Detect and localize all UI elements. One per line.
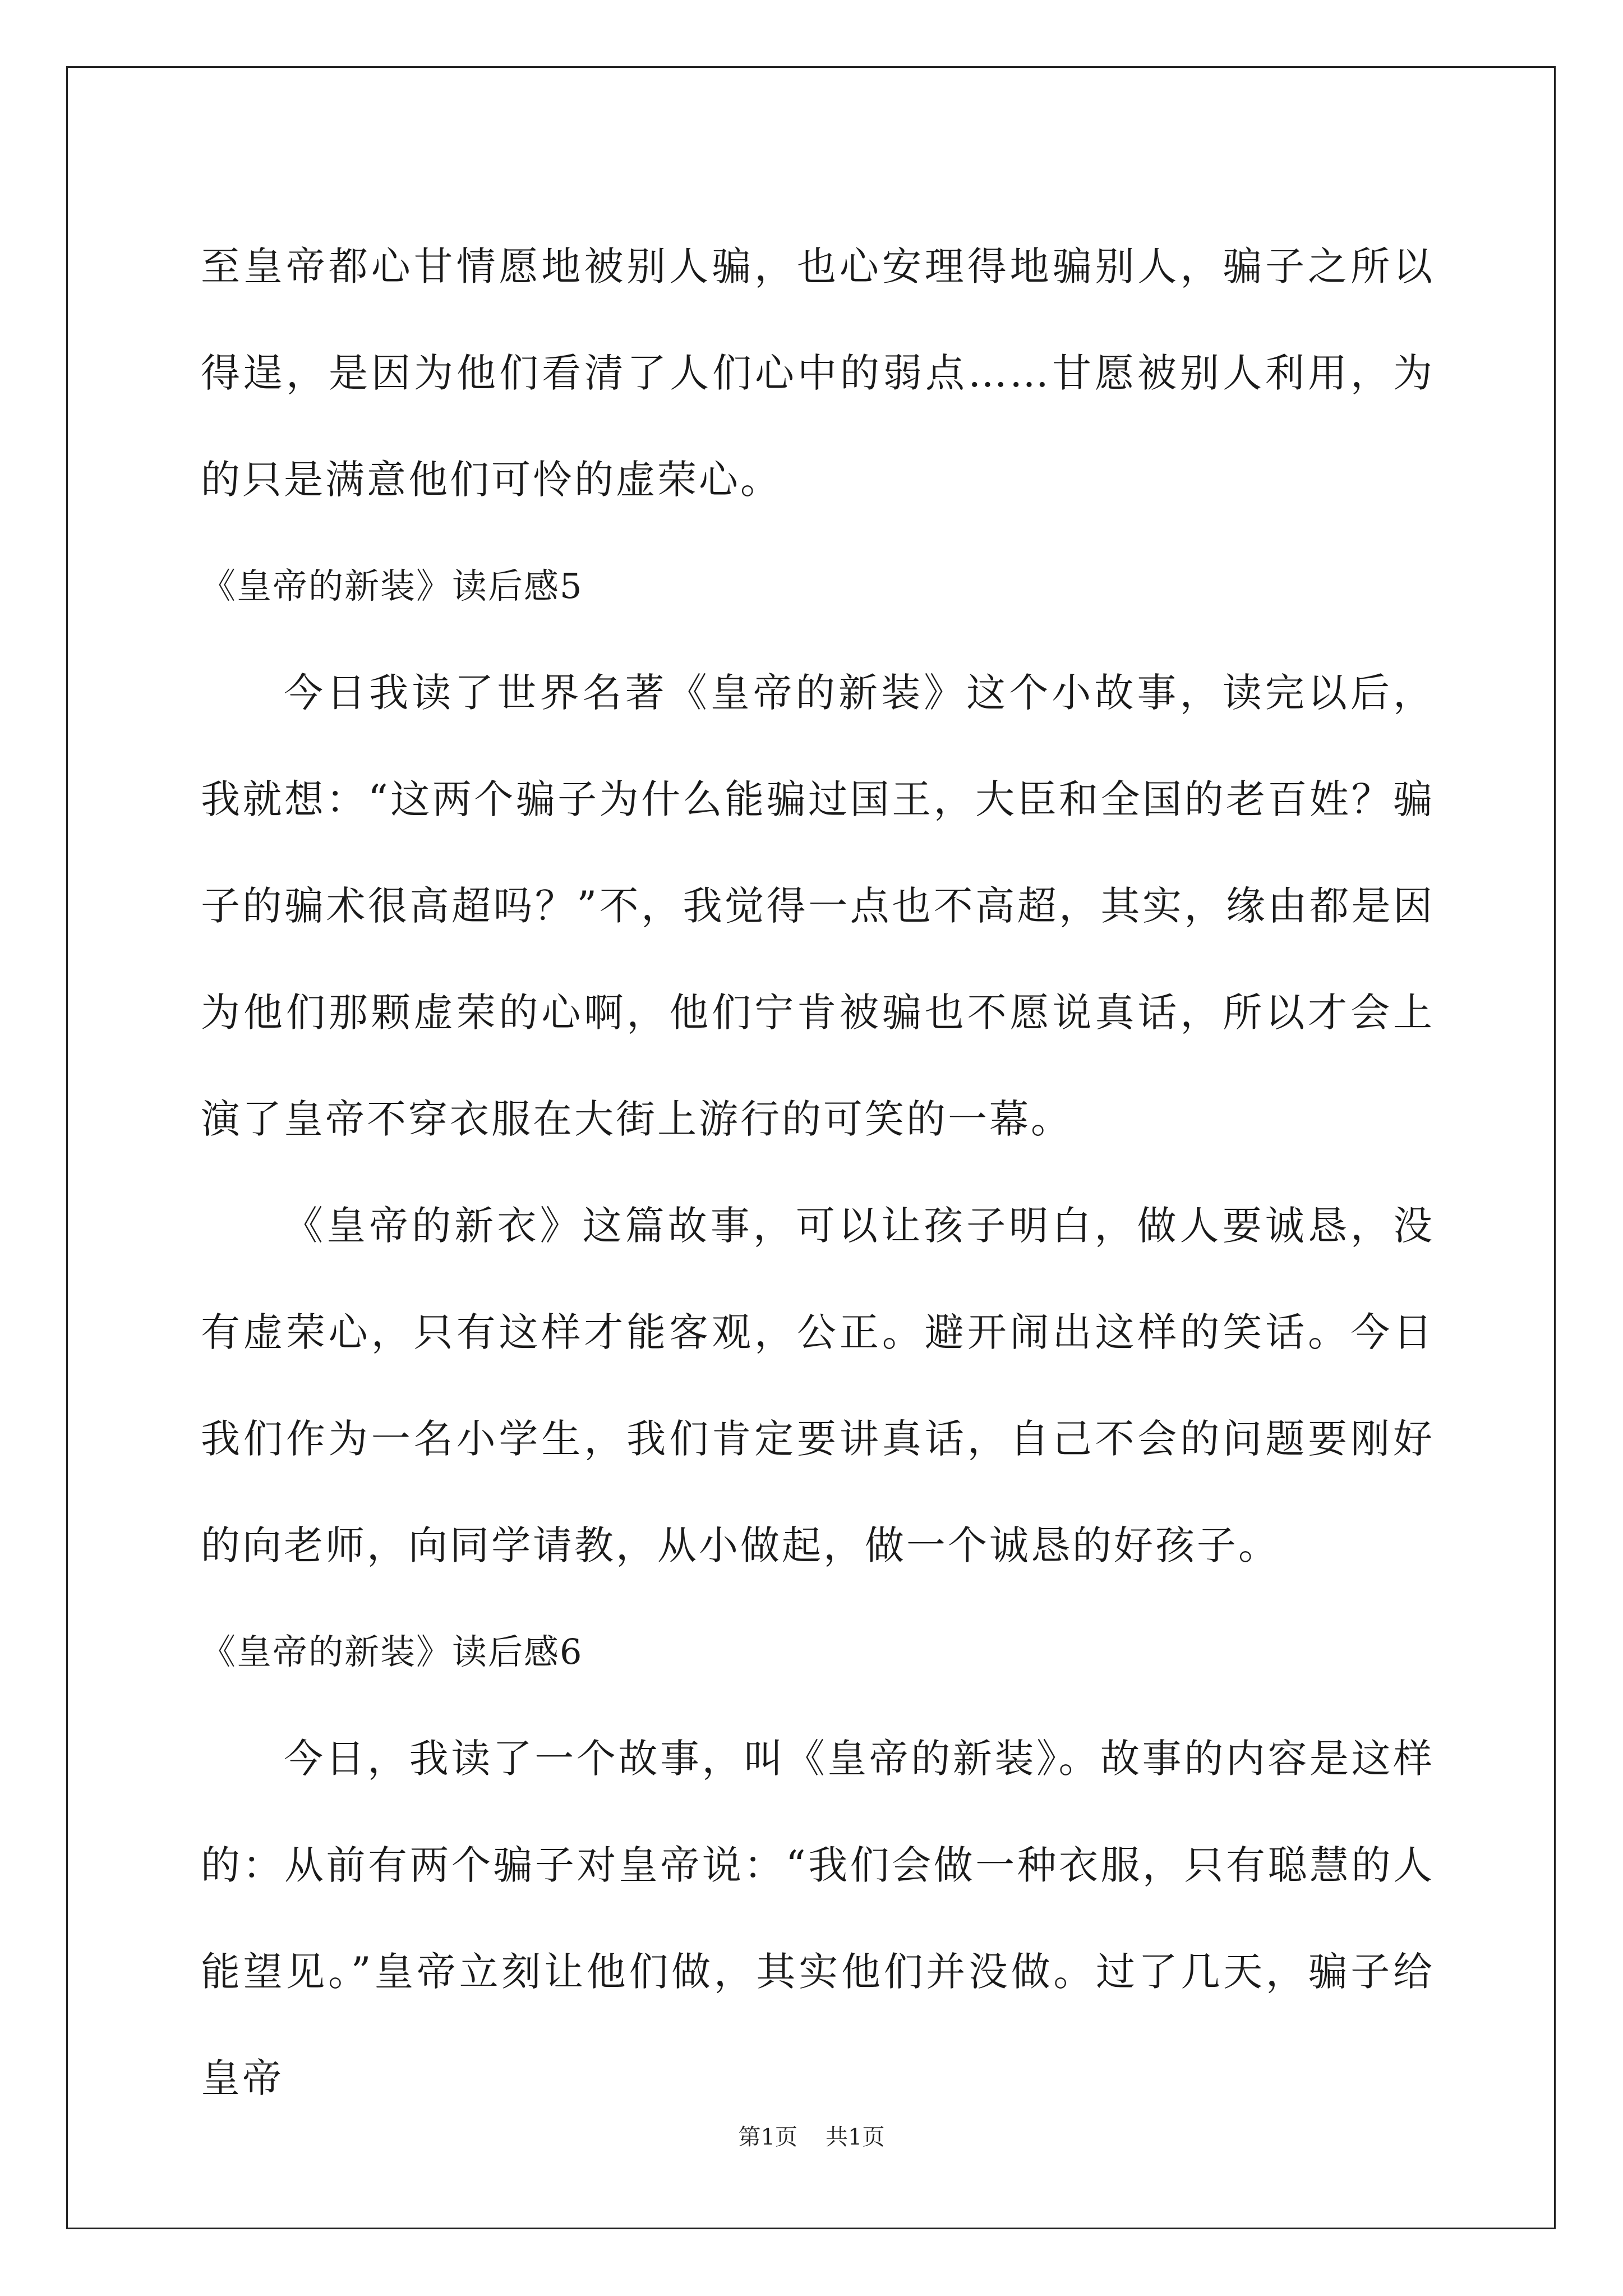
page-footer <box>0 2119 1623 2151</box>
page-total: 共1页 <box>826 2124 885 2150</box>
page-number: 第1页 <box>738 2124 797 2150</box>
paragraph: 今日，我读了一个故事，叫《皇帝的新装》。故事的内容是这样的：从前有两个骗子对皇帝说：“我们会做一种衣服，只有聪慧的人能望见。”皇帝立刻让他们做，其实他们并没做。过了几天，骗子给皇帝 <box>201 1736 1435 2101</box>
paragraph: 今日我读了世界名著《皇帝的新装》这个小故事，读完以后，我就想：“这两个骗子为什么能骗过国王，大臣和全国的老百姓？骗子的骗术很高超吗？”不，我觉得一点也不高超，其实，缘由都是因为他们那颗虚荣的心啊，他们宁肯被骗也不愿说真话，所以才会上演了皇帝不穿衣服在大街上游行的可笑的一幕。 <box>201 670 1435 1142</box>
section-heading: 《皇帝的新装》读后感6 <box>201 1631 583 1672</box>
section-heading: 《皇帝的新装》读后感5 <box>201 565 583 606</box>
document-body <box>201 213 1435 2132</box>
paragraph: 《皇帝的新衣》这篇故事，可以让孩子明白，做人要诚恳，没有虚荣心，只有这样才能客观，公正。避开闹出这样的笑话。今日我们作为一名小学生，我们肯定要讲真话，自己不会的问题要刚好的向老师，向同学请教，从小做起，做一个诚恳的好孩子。 <box>201 1203 1435 1568</box>
paragraph: 至皇帝都心甘情愿地被别人骗，也心安理得地骗别人，骗子之所以得逞，是因为他们看清了人们心中的弱点……甘愿被别人利用，为的只是满意他们可怜的虚荣心。 <box>201 243 1435 503</box>
